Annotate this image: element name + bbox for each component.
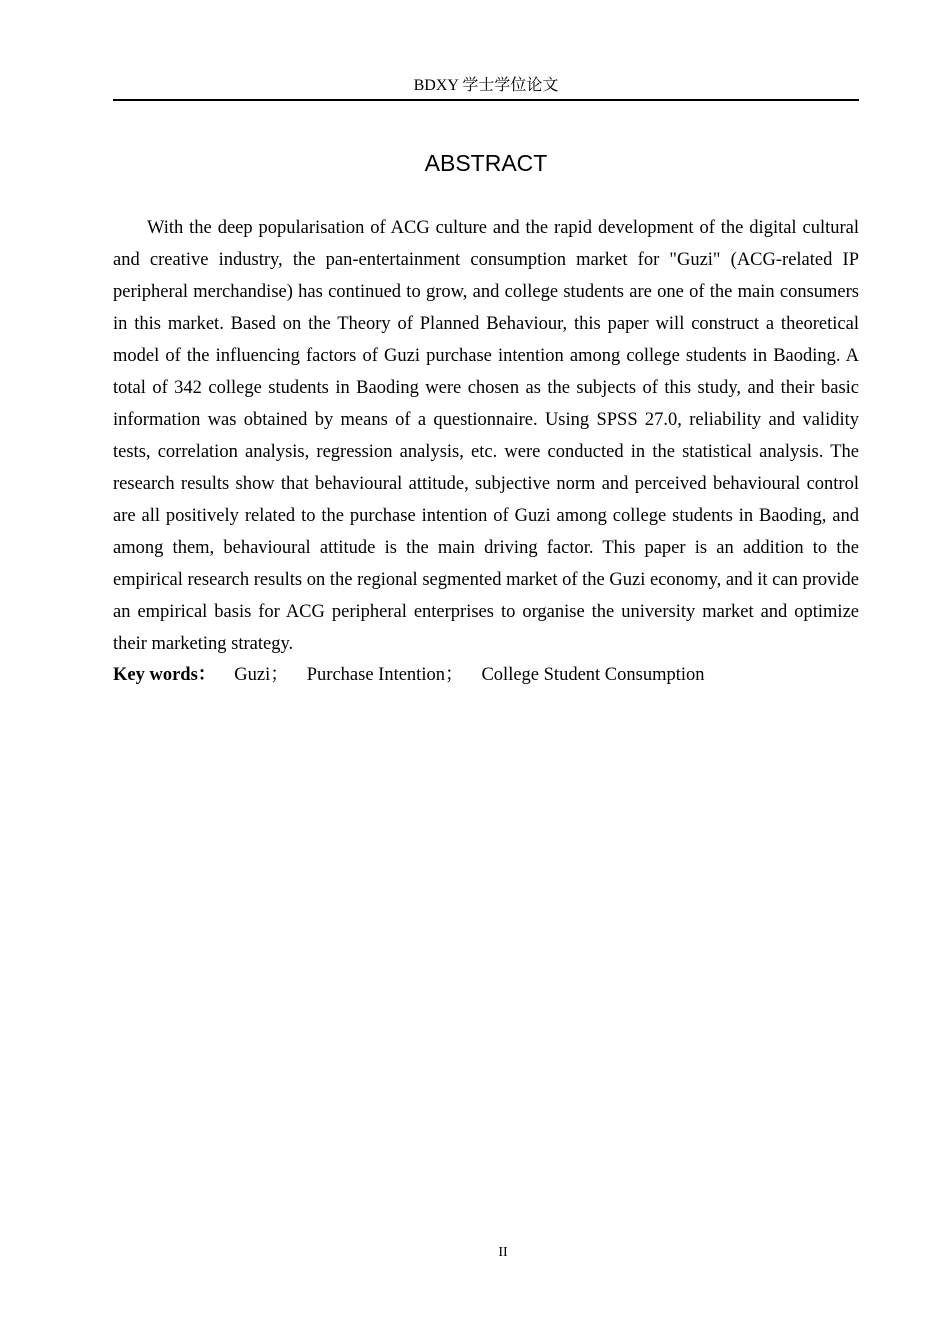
page-number: II (498, 1245, 508, 1260)
keyword-item: Purchase Intention； (306, 665, 464, 685)
keywords-line (113, 659, 859, 691)
keywords-label: Key words： (113, 665, 217, 685)
keyword-item: College Student Consumption (481, 665, 705, 685)
abstract-title: ABSTRACT (424, 150, 548, 176)
header-divider (113, 99, 859, 101)
running-header: BDXY 学士学位论文 (413, 77, 559, 94)
keyword-item: Guzi； (234, 665, 289, 685)
abstract-body: With the deep popularisation of ACG culture and the rapid development of the digital cultural and creative industry, the pan-entertainment consumption market for "Guzi" (ACG-related IP peripheral merchandise) has continued to grow, and college students are one of the main consumers in this market. Based on the Theory of Planned Behaviour, this paper will construct a theoretical model of the influencing factors of Guzi purchase intention among college students in Baoding. A total of 342 college students in Baoding were chosen as the subjects of this study, and their basic information was obtained by means of a questionnaire. Using SPSS 27.0, reliability and validity tests, correlation analysis, regression analysis, etc. were conducted in the statistical analysis. The research results show that behavioural attitude, subjective norm and perceived behavioural control are all positively related to the purchase intention of Guzi among college students in Baoding, and among them, behavioural attitude is the main driving factor. This paper is an addition to the empirical research results on the regional segmented market of the Guzi economy, and it can provide an empirical basis for ACG peripheral enterprises to organise the university market and optimize their marketing strategy. (113, 218, 859, 654)
